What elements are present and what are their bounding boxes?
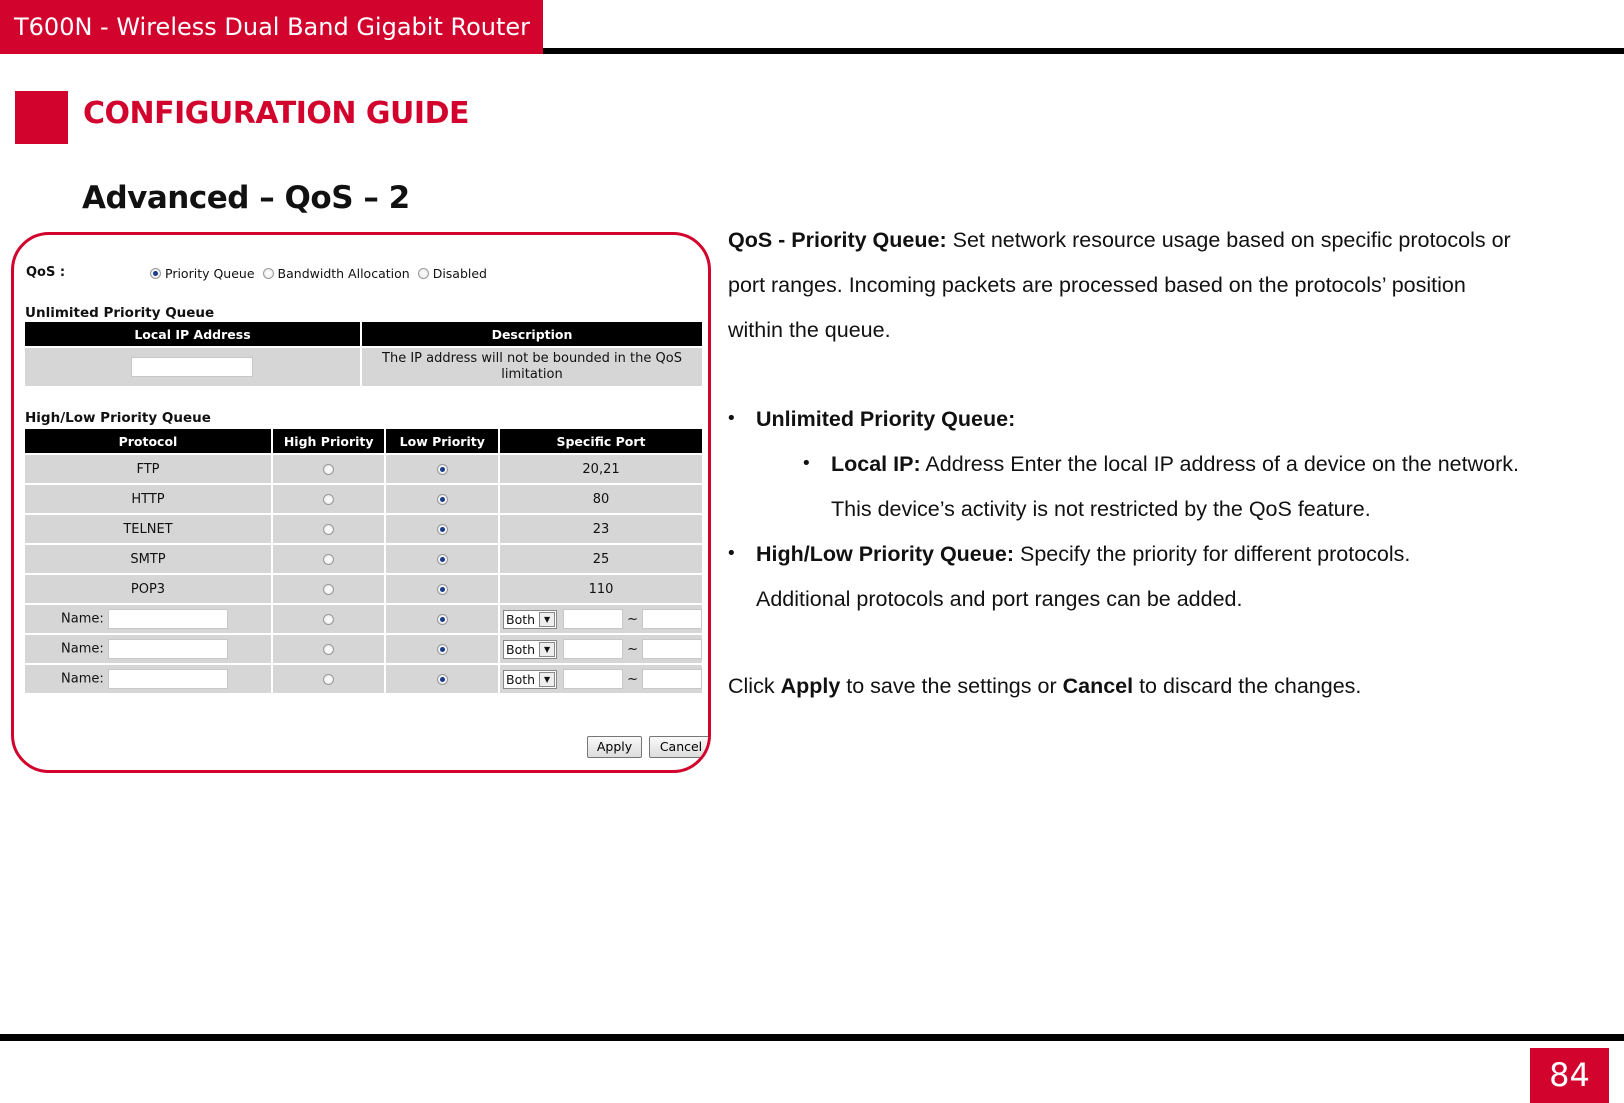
unlimited-queue-title: Unlimited Priority Queue: [25, 305, 215, 321]
low-priority-cell: [386, 605, 498, 633]
high-priority-cell: [273, 455, 385, 483]
protocol-cell: SMTP: [25, 545, 271, 573]
radio-icon[interactable]: [437, 674, 448, 685]
name-input[interactable]: [108, 639, 228, 659]
click-text: to discard the changes.: [1133, 674, 1362, 698]
table-row: [25, 515, 702, 543]
unlimited-queue-table: [23, 320, 704, 388]
name-cell: [25, 665, 271, 693]
priority-queue-term: QoS - Priority Queue:: [728, 228, 947, 252]
radio-icon[interactable]: [437, 554, 448, 565]
low-priority-cell: [386, 635, 498, 663]
radio-icon[interactable]: [437, 584, 448, 595]
description-cell: [362, 348, 702, 386]
port-cell: 20,21: [500, 455, 702, 483]
low-priority-cell: [386, 575, 498, 603]
high-priority-cell: [273, 635, 385, 663]
qos-option-label: Priority Queue: [165, 266, 255, 281]
radio-icon[interactable]: [323, 644, 334, 655]
protocol-select[interactable]: [503, 640, 557, 659]
qos-label: QoS :: [26, 265, 66, 280]
protocol-select-value: Both: [506, 641, 536, 657]
cancel-term: Cancel: [1062, 674, 1134, 698]
click-apply-paragraph: [728, 672, 1361, 700]
port-start-input[interactable]: [563, 639, 623, 659]
range-separator: ~: [627, 611, 638, 627]
bullet-icon: •: [726, 408, 737, 429]
name-input[interactable]: [108, 609, 228, 629]
port-start-input[interactable]: [563, 609, 623, 629]
cancel-button[interactable]: Cancel: [649, 736, 711, 758]
low-priority-cell: [386, 485, 498, 513]
protocol-select[interactable]: [503, 610, 557, 629]
radio-icon[interactable]: [437, 494, 448, 505]
radio-icon[interactable]: [323, 464, 334, 475]
highlow-queue-bullet: [756, 540, 1410, 568]
highlow-queue-term: High/Low Priority Queue:: [756, 542, 1015, 566]
name-label: Name:: [61, 671, 104, 687]
description-line: The IP address will not be bounded in the QoS: [382, 351, 682, 366]
low-priority-cell: [386, 545, 498, 573]
priority-queue-line2: port ranges. Incoming packets are processed based on the protocols’ position: [728, 273, 1466, 297]
footer-rule: [0, 1034, 1624, 1041]
highlow-queue-text: Specify the priority for different protocols.: [1014, 542, 1411, 566]
protocol-cell: POP3: [25, 575, 271, 603]
col-low-priority: Low Priority: [386, 429, 498, 453]
header-rule: [543, 48, 1624, 54]
port-end-input[interactable]: [642, 639, 702, 659]
low-priority-cell: [386, 665, 498, 693]
local-ip-text: Address Enter the local IP address of a device on the network.: [920, 452, 1519, 476]
qos-option-label: Disabled: [432, 266, 487, 281]
guide-marker: [15, 91, 68, 144]
radio-icon[interactable]: [323, 614, 334, 625]
high-priority-cell: [273, 665, 385, 693]
low-priority-cell: [386, 455, 498, 483]
protocol-select-value: Both: [506, 611, 536, 627]
radio-icon[interactable]: [150, 268, 161, 279]
highlow-queue-title: High/Low Priority Queue: [25, 410, 211, 426]
col-protocol: Protocol: [25, 429, 271, 453]
priority-queue-paragraph: [728, 226, 1511, 254]
local-ip-cell: [25, 348, 360, 386]
port-range-cell: [500, 665, 702, 693]
name-label: Name:: [61, 611, 104, 627]
range-separator: ~: [627, 671, 638, 687]
local-ip-term: Local IP:: [831, 452, 921, 476]
high-priority-cell: [273, 575, 385, 603]
port-cell: 25: [500, 545, 702, 573]
qos-option-priority-queue[interactable]: [150, 266, 255, 281]
radio-icon[interactable]: [323, 584, 334, 595]
high-priority-cell: [273, 485, 385, 513]
local-ip-line2: This device’s activity is not restricted by the QoS feature.: [831, 497, 1371, 521]
port-end-input[interactable]: [642, 669, 702, 689]
high-priority-cell: [273, 515, 385, 543]
product-header: T600N - Wireless Dual Band Gigabit Router: [0, 0, 543, 54]
description-line: limitation: [501, 367, 563, 382]
radio-icon[interactable]: [323, 524, 334, 535]
col-description: Description: [362, 322, 702, 346]
radio-icon[interactable]: [437, 464, 448, 475]
range-separator: ~: [627, 641, 638, 657]
port-start-input[interactable]: [563, 669, 623, 689]
apply-term: Apply: [780, 674, 841, 698]
col-specific-port: Specific Port: [500, 429, 702, 453]
protocol-cell: FTP: [25, 455, 271, 483]
table-row: [25, 485, 702, 513]
high-priority-cell: [273, 545, 385, 573]
radio-icon[interactable]: [323, 554, 334, 565]
port-cell: 23: [500, 515, 702, 543]
local-ip-bullet: [831, 450, 1519, 478]
click-text: Click: [728, 674, 781, 698]
chevron-down-icon[interactable]: ▼: [539, 672, 555, 687]
name-cell: [25, 605, 271, 633]
qos-options: [150, 266, 495, 281]
col-local-ip: Local IP Address: [25, 322, 360, 346]
col-high-priority: High Priority: [273, 429, 385, 453]
priority-queue-text: Set network resource usage based on specific protocols or: [946, 228, 1511, 252]
radio-icon[interactable]: [437, 644, 448, 655]
protocol-select-value: Both: [506, 671, 536, 687]
low-priority-cell: [386, 515, 498, 543]
protocol-select[interactable]: [503, 670, 557, 689]
qos-mode-row: [26, 265, 696, 285]
protocol-cell: HTTP: [25, 485, 271, 513]
guide-title: CONFIGURATION GUIDE: [83, 96, 469, 131]
name-label: Name:: [61, 641, 104, 657]
qos-screenshot: [11, 232, 711, 773]
port-cell: 110: [500, 575, 702, 603]
priority-queue-line3: within the queue.: [728, 318, 891, 342]
table-row: [25, 575, 702, 603]
section-title: Advanced – QoS – 2: [82, 180, 410, 216]
radio-icon[interactable]: [263, 268, 274, 279]
table-row: [25, 455, 702, 483]
qos-option-disabled[interactable]: [418, 266, 487, 281]
custom-rule-row: [25, 635, 702, 663]
page-number: 84: [1530, 1048, 1609, 1103]
bullet-icon: •: [801, 453, 812, 474]
high-priority-cell: [273, 605, 385, 633]
qos-option-bandwidth-allocation[interactable]: [263, 266, 410, 281]
radio-icon[interactable]: [323, 674, 334, 685]
port-range-cell: [500, 635, 702, 663]
unlimited-queue-term: Unlimited Priority Queue:: [756, 407, 1016, 431]
port-cell: 80: [500, 485, 702, 513]
apply-button[interactable]: Apply: [587, 736, 642, 758]
highlow-queue-table: [23, 427, 704, 695]
highlow-queue-line2: Additional protocols and port ranges can be added.: [756, 587, 1243, 611]
radio-icon[interactable]: [437, 614, 448, 625]
name-cell: [25, 635, 271, 663]
name-input[interactable]: [108, 669, 228, 689]
table-row: [25, 545, 702, 573]
bullet-icon: •: [726, 543, 737, 564]
custom-rule-row: [25, 605, 702, 633]
custom-rule-row: [25, 665, 702, 693]
qos-form: [22, 235, 702, 770]
local-ip-input[interactable]: [131, 357, 253, 377]
click-text: to save the settings or: [840, 674, 1063, 698]
unlimited-queue-bullet: [756, 405, 1015, 433]
chevron-down-icon[interactable]: ▼: [539, 642, 555, 657]
chevron-down-icon[interactable]: ▼: [539, 612, 555, 627]
protocol-cell: TELNET: [25, 515, 271, 543]
qos-option-label: Bandwidth Allocation: [277, 266, 410, 281]
radio-icon[interactable]: [437, 524, 448, 535]
radio-icon[interactable]: [323, 494, 334, 505]
radio-icon[interactable]: [418, 268, 429, 279]
port-range-cell: [500, 605, 702, 633]
port-end-input[interactable]: [642, 609, 702, 629]
